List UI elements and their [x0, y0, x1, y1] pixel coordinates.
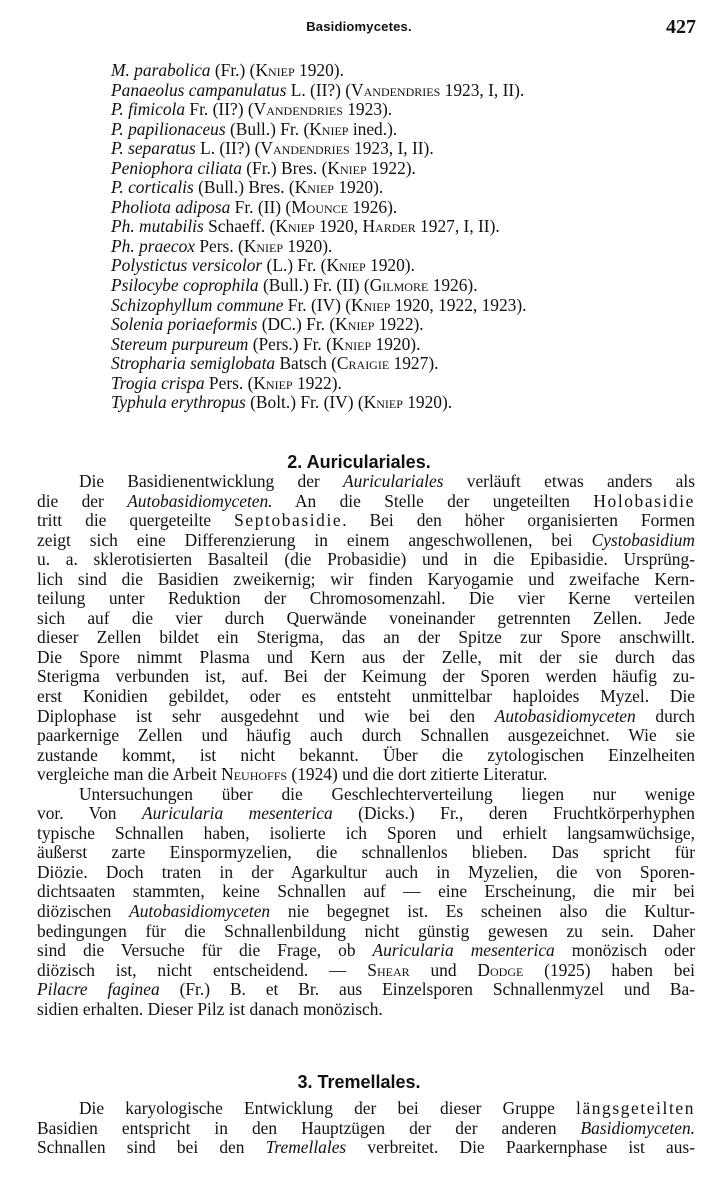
species-authority: Schaeff. ( [203, 216, 276, 237]
text-run: An die Stelle der ungeteilten [272, 490, 594, 511]
text-run: Sterigma verbunden ist, auf. Bei der Keimung der Sporen werden häufig zu- [37, 666, 695, 687]
italic-term: Cystobasidium [591, 529, 695, 550]
citation-author: Kniep [363, 392, 403, 413]
species-entry [111, 256, 701, 276]
species-entry [111, 159, 701, 179]
text-run: Die Spore nimmt Plasma und Kern aus der Zelle, mit der sie durch das [37, 646, 695, 667]
species-authority: Fr. (IV) ( [283, 294, 352, 315]
species-entry [111, 61, 701, 81]
species-entry [111, 237, 701, 257]
citation-author: Kniep [331, 333, 372, 354]
text-run: sich auf die vier durch Querwände voneinander getrennten Zellen. Jede [37, 607, 695, 628]
species-authority: (Bolt.) Fr. (IV) ( [245, 392, 364, 413]
text-run: durch [635, 705, 695, 726]
text-line [37, 746, 695, 766]
text-line [37, 492, 695, 512]
text-line [37, 843, 695, 863]
text-line [37, 589, 695, 609]
text-run: (Fr.) B. et Br. aus Einzelsporen Schnallenmyzel und Ba- [159, 979, 695, 1000]
text-run: (1924) und die dort zitierte Literatur. [287, 764, 548, 785]
text-line [37, 550, 695, 570]
species-name: Typhula erythropus [111, 392, 246, 413]
text-line [37, 707, 695, 727]
text-line [37, 961, 695, 981]
species-entry [111, 393, 701, 413]
citation-author: Vandendries [253, 99, 343, 120]
citation-author: Kniep [309, 118, 349, 139]
species-entry [111, 81, 701, 101]
citation-year: 1920). [402, 392, 453, 413]
text-line [37, 570, 695, 590]
species-name: Stropharia semiglobata [111, 353, 276, 374]
citation-author: Kniep [253, 372, 293, 393]
species-name: Polystictus versicolor [111, 255, 263, 276]
citation-author: Gilmore [369, 275, 429, 296]
citation-year: 1926). [347, 196, 398, 217]
text-line [37, 531, 695, 551]
text-line [37, 922, 695, 942]
text-line [37, 1000, 695, 1020]
species-authority: Pers. ( [204, 372, 254, 393]
text-run: Schnallen sind bei den [37, 1137, 266, 1158]
italic-term: Tremellales [265, 1137, 347, 1158]
species-name: Trogia crispa [111, 372, 205, 393]
species-entry [111, 120, 701, 140]
citation-author: Kniep [326, 255, 366, 276]
text-run: Diplophase ist sehr ausgedehnt und wie bei den [37, 705, 495, 726]
text-run: Diözie. Doch traten in der Agarkultur auch in Myzelien, die von Sporen- [37, 861, 695, 882]
author-name: Shear [367, 959, 410, 980]
italic-term: Pilacre faginea [37, 979, 160, 1000]
citation-author: Vandendries [351, 79, 441, 100]
text-run: nie begegnet ist. Es scheinen also die Kultur- [270, 901, 695, 922]
citation-year: 1922). [374, 314, 424, 335]
species-entry [111, 276, 701, 296]
author-name: Neuhoffs [221, 764, 288, 785]
citation-year: 1923). [342, 99, 393, 120]
text-run: sidien erhalten. Dieser Pilz ist danach monözisch. [37, 998, 383, 1019]
text-line [37, 902, 695, 922]
species-authority: L. (II?) ( [195, 138, 261, 159]
species-entry [111, 217, 701, 237]
spaced-term: längsgeteilten [576, 1098, 695, 1118]
citation-author: Kniep [294, 177, 334, 198]
citation-year: 1920). [365, 255, 415, 276]
text-line [37, 980, 695, 1000]
citation-author: Kniep [335, 314, 375, 335]
section-body-auriculariales [37, 472, 695, 1019]
species-authority: Pers. ( [195, 235, 244, 256]
text-run: sind die Versuche für die Frage, ob [37, 940, 373, 961]
text-run: diözischen [37, 901, 130, 922]
text-run: äußerst zarte Einspormyzelien, die schnallenlos blieben. Das spricht für [37, 842, 695, 863]
text-line [37, 726, 695, 746]
italic-term: Auricularia mesenterica [372, 940, 555, 961]
italic-term: Auriculariales [343, 471, 444, 491]
species-name: Solenia poriaeformis [111, 314, 258, 335]
text-run: vor. Von [37, 803, 142, 824]
species-authority: L. (II?) ( [286, 79, 352, 100]
text-run: lich sind die Basidien zweikernig; wir finden Karyogamie und zweifache Kern- [37, 568, 695, 589]
citation-author: Kniep [327, 157, 367, 178]
text-line [37, 511, 695, 531]
citation-author: Kniep [275, 216, 315, 237]
text-run: zustande kommt, ist nicht bekannt. Über die zytologischen Einzelheiten [37, 744, 695, 765]
text-run: typische Schnallen haben, isolierte ich Sporen und erhielt langsamwüchsige, [37, 822, 695, 843]
species-name: P. papilionaceus [111, 118, 226, 139]
citation-year: 1920). [294, 60, 344, 80]
section-heading-auriculariales: 2. Auriculariales. [287, 452, 431, 472]
species-entry [111, 354, 701, 374]
text-line [37, 1138, 695, 1158]
citation-year: 1920, [314, 216, 363, 237]
text-run: verläuft etwas anders als [443, 471, 695, 491]
species-entry [111, 178, 701, 198]
text-line [37, 472, 695, 492]
citation-year: 1920, 1922, 1923). [390, 294, 527, 315]
text-run: erst Konidien gebildet, oder es entsteht unmittelbar haploides Myzel. Die [37, 686, 695, 707]
species-entry [111, 198, 701, 218]
text-line [37, 804, 695, 824]
citation-author: Kniep [351, 294, 391, 315]
citation-year: ined.). [348, 118, 398, 139]
text-run: Basidien entspricht in den Hauptzügen der der anderen [37, 1117, 581, 1138]
species-name: Peniophora ciliata [111, 157, 242, 178]
citation-author: Kniep [255, 60, 295, 80]
section-heading-tremellales: 3. Tremellales. [297, 1072, 421, 1092]
citation-year: 1920). [283, 235, 333, 256]
text-line [37, 785, 695, 805]
running-title: Basidiomycetes. [306, 19, 412, 34]
text-run: Die Basidienentwicklung der [79, 471, 343, 491]
species-list [111, 61, 701, 413]
italic-term: Autobasidiomyceten [494, 705, 636, 726]
italic-term: Autobasidiomyceten [129, 901, 271, 922]
text-line [37, 863, 695, 883]
citation-year: 1920). [371, 333, 421, 354]
species-entry [111, 296, 701, 316]
species-authority: (Bull.) Bres. ( [193, 177, 295, 198]
text-run: und [409, 959, 478, 980]
species-authority: (L.) Fr. ( [262, 255, 327, 276]
italic-term: Basidiomyceten. [580, 1117, 695, 1138]
text-run: (Dicks.) Fr., deren Fruchtkörperhyphen [332, 803, 695, 824]
text-line [37, 765, 695, 785]
species-name: Psilocybe coprophila [111, 275, 259, 296]
species-authority: Fr. (II?) ( [185, 99, 254, 120]
species-entry [111, 374, 701, 394]
section-body-tremellales [37, 1099, 695, 1158]
citation-year: 1927, I, II). [415, 216, 500, 237]
text-run: verbreitet. Die Paarkernphase ist aus- [346, 1137, 695, 1158]
citation-year: 1923, I, II). [440, 79, 525, 100]
species-name: P. separatus [111, 138, 196, 159]
species-entry [111, 139, 701, 159]
spaced-term: Septobasidie [234, 510, 343, 531]
text-line [37, 648, 695, 668]
species-name: Panaeolus campanulatus [111, 79, 287, 100]
species-authority: (DC.) Fr. ( [257, 314, 336, 335]
citation-year: 1923, I, II). [349, 138, 434, 159]
citation-year: 1927). [389, 353, 439, 374]
text-line [37, 941, 695, 961]
species-authority: (Bull.) Fr. (II) ( [258, 275, 370, 296]
species-authority: (Fr.) Bres. ( [241, 157, 328, 178]
species-entry [111, 335, 701, 355]
text-line [37, 1119, 695, 1139]
text-run: (1925) haben bei [523, 959, 695, 980]
text-run: die der [37, 490, 128, 511]
text-line [37, 1099, 695, 1119]
text-line [37, 667, 695, 687]
citation-author: Mounce [291, 196, 348, 217]
species-authority: Fr. (II) ( [230, 196, 292, 217]
species-entry [111, 315, 701, 335]
species-name: P. fimicola [111, 99, 186, 120]
citation-year: 1920). [333, 177, 384, 198]
author-name: Dodge [477, 959, 524, 980]
species-name: Ph. praecox [111, 235, 196, 256]
text-run: dieser Zellen bildet ein Sterigma, das an der Spitze zur Spore anschwillt. [37, 627, 695, 648]
citation-author: Craigie [336, 353, 390, 374]
species-authority: (Fr.) ( [210, 60, 256, 80]
species-name: P. corticalis [111, 177, 194, 198]
text-run: u. a. sklerotisierten Basalteil (die Probasidie) und in die Epibasidie. Ursprüng- [37, 549, 695, 570]
citation-year: 1926). [428, 275, 478, 296]
citation-year: 1922). [366, 157, 416, 178]
species-authority: Batsch ( [275, 353, 337, 374]
spaced-term: Holobasidie [593, 490, 695, 511]
text-run: Untersuchungen über die Geschlechterverteilung liegen nur wenige [79, 783, 695, 804]
text-run: vergleiche man die Arbeit [37, 764, 222, 785]
text-line [37, 609, 695, 629]
text-run: bedingungen für die Schnallenbildung nicht günstig gewesen zu sein. Daher [37, 920, 695, 941]
citation-author: Harder [362, 216, 416, 237]
page-number: 427 [666, 16, 696, 38]
species-name: Stereum purpureum [111, 333, 249, 354]
text-run: diözisch ist, nicht entscheidend. — [37, 959, 368, 980]
species-name: M. parabolica [111, 60, 211, 80]
citation-author: Kniep [243, 235, 284, 256]
text-line [37, 824, 695, 844]
species-entry [111, 100, 701, 120]
species-authority: (Pers.) Fr. ( [248, 333, 332, 354]
text-line [37, 687, 695, 707]
text-run: Die karyologische Entwicklung der bei dieser Gruppe [79, 1098, 577, 1118]
text-run: . Bei den höher organisierten Formen [342, 510, 695, 531]
citation-year: 1922). [292, 372, 342, 393]
text-run: paarkernige Zellen und häufig auch durch Schnallen ausgezeichnet. Wie sie [37, 725, 695, 746]
citation-author: Vandendries [260, 138, 350, 159]
italic-term: Autobasidiomyceten. [127, 490, 273, 511]
text-run: tritt die quergeteilte [37, 510, 235, 531]
species-name: Schizophyllum commune [111, 294, 284, 315]
species-authority: (Bull.) Fr. ( [225, 118, 310, 139]
text-run: monözisch oder [554, 940, 695, 961]
text-line [37, 882, 695, 902]
text-run: teilung unter Reduktion der Chromosomenzahl. Die vier Kerne verteilen [37, 588, 695, 609]
text-line [37, 628, 695, 648]
species-name: Ph. mutabilis [111, 216, 204, 237]
species-name: Pholiota adiposa [111, 196, 231, 217]
text-run: dichtsaaten stammten, keine Schnallen auf — eine Erscheinung, die mir bei [37, 881, 695, 902]
text-run: zeigt sich eine Differenzierung in einem angeschwollenen, bei [37, 529, 592, 550]
italic-term: Auricularia mesenterica [141, 803, 333, 824]
